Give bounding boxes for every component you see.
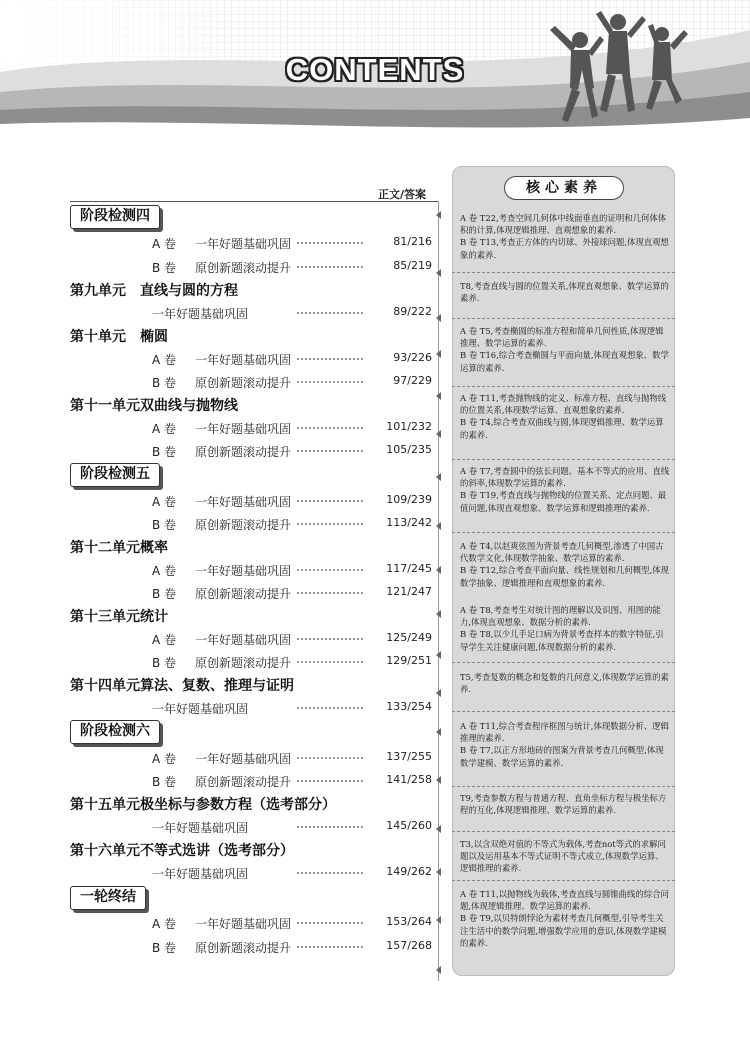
dot-leader	[296, 659, 364, 665]
toc-unit-heading	[70, 279, 438, 301]
toc-entry[interactable]	[70, 651, 438, 673]
unit-title: 概率	[140, 540, 168, 556]
page-numbers: 125/249	[386, 631, 432, 644]
unit-number: 第十一单元	[70, 398, 140, 414]
volume-label: A 卷	[152, 917, 177, 931]
note-separator	[452, 386, 675, 387]
literacy-note	[460, 540, 670, 589]
toc-entry-line[interactable]	[70, 562, 432, 580]
literacy-note	[460, 325, 670, 374]
volume-label: A 卷	[152, 237, 177, 251]
toc-entry[interactable]	[70, 513, 438, 535]
toc-entry-line[interactable]	[70, 750, 432, 768]
unit-number: 第十单元	[70, 329, 126, 345]
literacy-note	[460, 720, 670, 769]
toc-entry-line[interactable]	[70, 493, 432, 511]
page-numbers: 129/251	[386, 654, 432, 667]
section-marker-icon	[436, 473, 441, 481]
toc-unit-heading	[70, 536, 438, 558]
volume-label: A 卷	[152, 752, 177, 766]
note-separator	[452, 880, 675, 881]
section-marker-icon	[436, 916, 441, 924]
dot-leader	[296, 590, 364, 596]
toc-entry-line[interactable]	[70, 585, 432, 603]
note-paragraph: A 卷 T11,考查抛物线的定义、标准方程、直线与抛物线的位置关系,体现数学运算、直观想象的素养.	[460, 393, 667, 416]
volume-label: B 卷	[152, 376, 177, 390]
page-numbers: 113/242	[386, 516, 432, 529]
dot-leader	[296, 448, 364, 454]
section-marker-icon	[436, 966, 441, 974]
toc-entry[interactable]	[70, 348, 438, 370]
note-paragraph: B 卷 T4,综合考查双曲线与圆,体现逻辑推理、数学运算的素养.	[460, 417, 664, 440]
toc-unit-heading	[70, 793, 438, 815]
toc-entry[interactable]	[70, 232, 438, 254]
note-separator	[452, 459, 675, 460]
note-paragraph: B 卷 T9,以贝特朗悖论为素材考查几何概型,引导考生关注生活中的数学问题,增强数学应用的意识,体现数学建模的素养.	[460, 913, 667, 948]
dot-leader	[296, 310, 364, 316]
unit-number: 第十二单元	[70, 540, 140, 556]
volume-label: B 卷	[152, 587, 177, 601]
page-numbers: 117/245	[386, 562, 432, 575]
section-marker-icon	[436, 651, 441, 659]
literacy-note	[460, 212, 670, 261]
toc-entry-line[interactable]	[70, 939, 432, 957]
page-numbers: 89/222	[393, 305, 432, 318]
toc-entry[interactable]	[70, 302, 438, 324]
note-paragraph: B 卷 T16,综合考查椭圆与平面向量,体现直观想象、数学运算的素养.	[460, 350, 669, 373]
dot-leader	[296, 521, 364, 527]
toc-entry[interactable]	[70, 417, 438, 439]
note-paragraph: B 卷 T13,考查正方体的内切球、外接球问题,体现直观想象的素养.	[460, 237, 669, 260]
toc-entry[interactable]	[70, 770, 438, 792]
entry-topic: 一年好题基础巩固	[195, 633, 292, 647]
dot-leader	[296, 425, 364, 431]
unit-number: 第十四单元	[70, 678, 140, 694]
toc-entry[interactable]	[70, 816, 438, 838]
toc-entry[interactable]	[70, 371, 438, 393]
toc-entry[interactable]	[70, 936, 438, 958]
dot-leader	[296, 705, 364, 711]
volume-label: A 卷	[152, 564, 177, 578]
section-marker-icon	[436, 269, 441, 277]
page-numbers: 133/254	[386, 700, 432, 713]
panel-title: 核心素养	[504, 176, 624, 200]
dot-leader	[296, 264, 364, 270]
page-numbers: 85/219	[393, 259, 432, 272]
note-paragraph: T3,以含双绝对值的不等式为载体,考查not等式的求解问题以及运用基本不等式证明不等式成立,体现数学运算、逻辑推理的素养.	[460, 839, 666, 874]
unit-number: 第九单元	[70, 283, 126, 299]
note-paragraph: B 卷 T7,以正方形地砖的图案为背景考查几何概型,体现数学建模、数学运算的素养.	[460, 745, 664, 768]
entry-topic: 一年好题基础巩固	[152, 867, 249, 881]
page-numbers: 137/255	[386, 750, 432, 763]
section-marker-icon	[436, 392, 441, 400]
section-marker-icon	[436, 522, 441, 530]
toc-entry[interactable]	[70, 582, 438, 604]
volume-label: B 卷	[152, 445, 177, 459]
toc-unit-heading	[70, 839, 438, 861]
section-marker-icon	[436, 728, 441, 736]
section-marker-icon	[436, 430, 441, 438]
literacy-note	[460, 465, 670, 514]
toc-entry[interactable]	[70, 862, 438, 884]
section-marker-icon	[436, 350, 441, 358]
toc-entry-line[interactable]	[70, 700, 432, 718]
contents-banner	[0, 0, 750, 158]
toc-entry-line[interactable]	[70, 305, 432, 323]
banner-title: CONTENTS	[285, 52, 465, 87]
section-marker-icon	[436, 566, 441, 574]
section-marker-icon	[436, 689, 441, 697]
toc-entry[interactable]	[70, 912, 438, 934]
entry-topic: 一年好题基础巩固	[195, 752, 292, 766]
page-numbers: 109/239	[386, 493, 432, 506]
dot-leader	[296, 870, 364, 876]
toc-unit-heading	[70, 674, 438, 696]
literacy-note	[460, 604, 670, 653]
stage-title: 一轮终结	[70, 886, 146, 910]
dot-leader	[296, 567, 364, 573]
unit-number: 第十六单元	[70, 843, 140, 859]
section-marker-icon	[436, 776, 441, 784]
note-paragraph: A 卷 T5,考查椭圆的标准方程和简单几何性质,体现逻辑推理、数学运算的素养.	[460, 326, 664, 349]
unit-title: 算法、复数、推理与证明	[140, 678, 294, 694]
note-paragraph: A 卷 T8,考查考生对统计图的理解以及识图、用图的能力,体现直观想象、数据分析的素养.	[460, 605, 661, 628]
toc-entry[interactable]	[70, 256, 438, 278]
entry-topic: 原创新题滚动提升	[195, 941, 292, 955]
toc-entry[interactable]	[70, 440, 438, 462]
stage-title: 阶段检测四	[70, 205, 160, 229]
volume-label: A 卷	[152, 422, 177, 436]
page-numbers: 81/216	[393, 235, 432, 248]
note-paragraph: A 卷 T11,综合考查程序框图与统计,体现数据分析、逻辑推理的素养.	[460, 721, 669, 744]
note-separator	[452, 532, 675, 533]
dot-leader	[296, 944, 364, 950]
toc-stage-heading	[70, 205, 438, 227]
entry-topic: 一年好题基础巩固	[195, 564, 292, 578]
toc-entry-line[interactable]	[70, 235, 432, 253]
dot-leader	[296, 356, 364, 362]
volume-label: A 卷	[152, 353, 177, 367]
toc-stage-heading	[70, 463, 438, 485]
volume-label: A 卷	[152, 633, 177, 647]
unit-title: 椭圆	[140, 329, 168, 345]
toc-entry-line[interactable]	[70, 259, 432, 277]
stage-title: 阶段检测五	[70, 463, 160, 487]
entry-topic: 原创新题滚动提升	[195, 445, 292, 459]
toc-entry-line[interactable]	[70, 654, 432, 672]
unit-title: 双曲线与抛物线	[140, 398, 238, 414]
volume-label: A 卷	[152, 495, 177, 509]
page-numbers: 121/247	[386, 585, 432, 598]
page-numbers: 105/235	[386, 443, 432, 456]
toc-unit-heading	[70, 605, 438, 627]
note-paragraph: A 卷 T11,以抛物线为载体,考查直线与圆锥曲线的综合问题,体现逻辑推理、数学运算的素养.	[460, 889, 669, 912]
toc-entry-line[interactable]	[70, 420, 432, 438]
entry-topic: 一年好题基础巩固	[152, 702, 249, 716]
toc-entry[interactable]	[70, 747, 438, 769]
page-numbers: 101/232	[386, 420, 432, 433]
note-separator	[452, 831, 675, 832]
section-marker-icon	[436, 610, 441, 618]
volume-label: B 卷	[152, 656, 177, 670]
toc-entry-line[interactable]	[70, 865, 432, 883]
toc-entry-line[interactable]	[70, 819, 432, 837]
page-numbers: 157/268	[386, 939, 432, 952]
dot-leader	[296, 636, 364, 642]
section-marker-icon	[436, 314, 441, 322]
toc-header-rule	[70, 201, 438, 202]
note-paragraph: A 卷 T4,以赵爽弦图为背景考查几何概型,渗透了中国古代数学文化,体现数学抽象、数学运算的素养.	[460, 541, 664, 564]
toc-entry-line[interactable]	[70, 631, 432, 649]
unit-title: 统计	[140, 609, 168, 625]
dot-leader	[296, 240, 364, 246]
literacy-note	[460, 280, 670, 304]
dot-leader	[296, 498, 364, 504]
toc-entry-line[interactable]	[70, 516, 432, 534]
note-paragraph: B 卷 T8,以少儿手足口病为背景考查样本的数字特征,引导学生关注健康问题,体现数据分析的素养.	[460, 629, 664, 652]
note-paragraph: A 卷 T22,考查空间几何体中线面垂直的证明和几何体体积的计算,体现逻辑推理、直观想象的素养.	[460, 213, 667, 236]
dot-leader	[296, 824, 364, 830]
dot-leader	[296, 379, 364, 385]
toc-entry-line[interactable]	[70, 374, 432, 392]
toc-entry-line[interactable]	[70, 443, 432, 461]
volume-label: B 卷	[152, 941, 177, 955]
unit-title: 极坐标与参数方程（选考部分）	[140, 797, 336, 813]
note-separator	[452, 272, 675, 273]
entry-topic: 原创新题滚动提升	[195, 587, 292, 601]
page-numbers: 145/260	[386, 819, 432, 832]
page-numbers: 97/229	[393, 374, 432, 387]
toc-column-header: 正文/答案	[378, 188, 427, 201]
toc-entry-line[interactable]	[70, 773, 432, 791]
entry-topic: 一年好题基础巩固	[195, 495, 292, 509]
unit-number: 第十三单元	[70, 609, 140, 625]
section-marker-icon	[436, 868, 441, 876]
entry-topic: 一年好题基础巩固	[195, 237, 292, 251]
toc-stage-heading	[70, 720, 438, 742]
entry-topic: 原创新题滚动提升	[195, 376, 292, 390]
literacy-note	[460, 792, 670, 816]
section-marker-icon	[436, 825, 441, 833]
unit-number: 第十五单元	[70, 797, 140, 813]
dot-leader	[296, 755, 364, 761]
section-marker-icon	[436, 211, 441, 219]
entry-topic: 原创新题滚动提升	[195, 518, 292, 532]
entry-topic: 一年好题基础巩固	[195, 353, 292, 367]
note-paragraph: T9,考查参数方程与普通方程、直角坐标方程与极坐标方程的互化,体现逻辑推理、数学运算的素养.	[460, 793, 667, 816]
entry-topic: 一年好题基础巩固	[152, 307, 249, 321]
volume-label: B 卷	[152, 261, 177, 275]
note-paragraph: A 卷 T7,考查圆中的弦长问题、基本不等式的应用、直线的斜率,体现数学运算的素养.	[460, 466, 670, 489]
page-numbers: 153/264	[386, 915, 432, 928]
volume-label: B 卷	[152, 518, 177, 532]
entry-topic: 原创新题滚动提升	[195, 775, 292, 789]
note-separator	[452, 711, 675, 712]
page-numbers: 141/258	[386, 773, 432, 786]
note-paragraph: T5,考查复数的概念和复数的几何意义,体现数学运算的素养.	[460, 672, 669, 695]
entry-topic: 原创新题滚动提升	[195, 656, 292, 670]
note-separator	[452, 318, 675, 319]
unit-title: 直线与圆的方程	[140, 283, 238, 299]
unit-title: 不等式选讲（选考部分）	[140, 843, 294, 859]
dot-leader	[296, 920, 364, 926]
page-numbers: 149/262	[386, 865, 432, 878]
toc-unit-heading	[70, 394, 438, 416]
entry-topic: 一年好题基础巩固	[195, 422, 292, 436]
toc-entry[interactable]	[70, 490, 438, 512]
entry-topic: 原创新题滚动提升	[195, 261, 292, 275]
toc-entry[interactable]	[70, 697, 438, 719]
toc-entry[interactable]	[70, 628, 438, 650]
entry-topic: 一年好题基础巩固	[152, 821, 249, 835]
toc-entry[interactable]	[70, 559, 438, 581]
stage-title: 阶段检测六	[70, 720, 160, 744]
note-paragraph: B 卷 T19,考查直线与抛物线的位置关系、定点问题、最值问题,体现直观想象、数学运算和逻辑推理的素养.	[460, 490, 667, 513]
entry-topic: 一年好题基础巩固	[195, 917, 292, 931]
note-paragraph: T8,考查直线与圆的位置关系,体现直观想象、数学运算的素养.	[460, 281, 669, 304]
toc-unit-heading	[70, 325, 438, 347]
note-separator	[452, 786, 675, 787]
volume-label: B 卷	[152, 775, 177, 789]
literacy-note	[460, 671, 670, 695]
toc-stage-heading	[70, 886, 438, 908]
toc-entry-line[interactable]	[70, 915, 432, 933]
note-separator	[452, 662, 675, 663]
dot-leader	[296, 778, 364, 784]
literacy-note	[460, 392, 670, 441]
literacy-note	[460, 888, 670, 949]
literacy-note	[460, 838, 670, 875]
page-numbers: 93/226	[393, 351, 432, 364]
toc-entry-line[interactable]	[70, 351, 432, 369]
note-paragraph: B 卷 T12,综合考查平面向量、线性规划和几何概型,体现数学抽象、逻辑推理和直观想象的素养.	[460, 565, 669, 588]
